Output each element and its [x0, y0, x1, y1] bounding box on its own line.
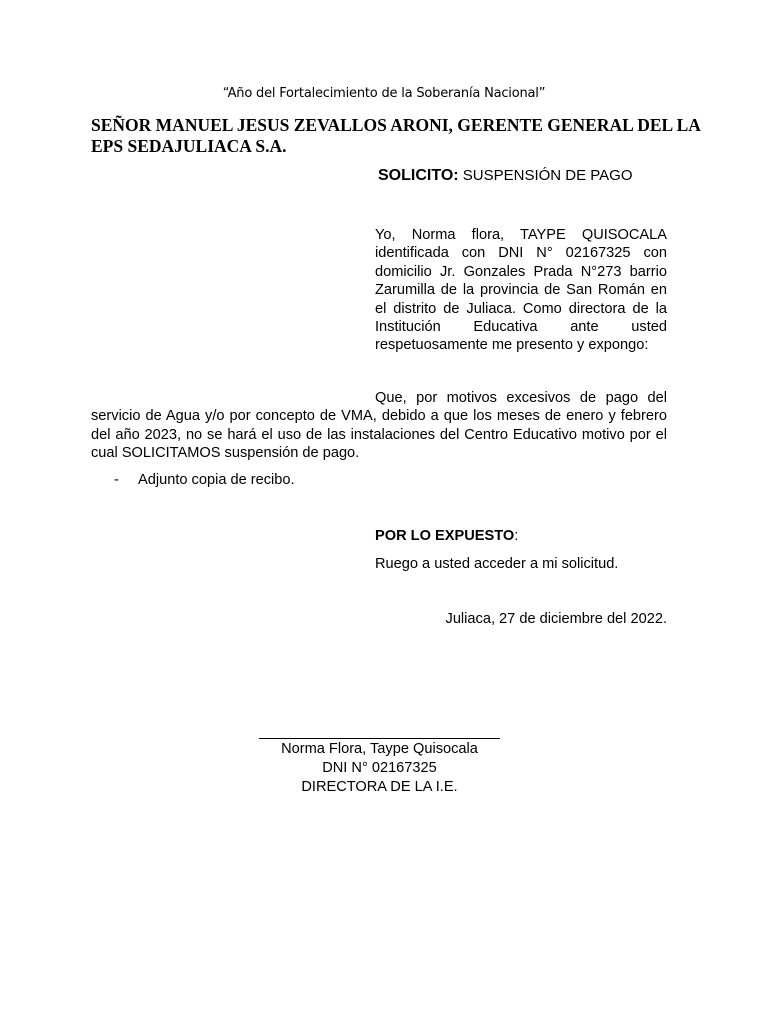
closing-label: POR LO EXPUESTO — [375, 528, 515, 544]
closing-request: Ruego a usted acceder a mi solicitud. — [375, 556, 619, 572]
closing-colon: : — [514, 528, 519, 544]
closing-heading — [375, 528, 518, 544]
subject-label: SOLICITO: — [378, 167, 459, 184]
signature-block — [259, 740, 500, 797]
body-paragraph: Que, por motivos excesivos de pago del servicio de Agua y/o por concepto de VMA, debido a que los meses de enero y febrero del año 2023, no se hará el uso de las instalaciones del Centro Educativo motivo por el cual SOLICITAMOS suspensión de pago. — [91, 390, 667, 462]
attachment-item — [114, 472, 295, 488]
intro-paragraph: Yo, Norma flora, TAYPE QUISOCALA identificada con DNI N° 02167325 con domicilio Jr. Gonzales Prada N°273 barrio Zarumilla de la provincia de San Román en el distrito de Juliaca. Como directora de la Institución Educativa ante usted respetuosamente me presento y expongo: — [375, 227, 667, 354]
signer-name: Norma Flora, Taype Quisocala — [281, 741, 478, 757]
attachment-text: Adjunto copia de recibo. — [138, 472, 295, 488]
date-line: Juliaca, 27 de diciembre del 2022. — [445, 611, 667, 627]
subject-line — [378, 167, 633, 185]
signer-role: DIRECTORA DE LA I.E. — [301, 779, 458, 795]
year-motto: “Año del Fortalecimiento de la Soberanía Nacional” — [222, 86, 546, 101]
signer-dni: DNI N° 02167325 — [322, 760, 437, 776]
bullet-dash: - — [114, 472, 119, 488]
addressee-heading: SEÑOR MANUEL JESUS ZEVALLOS ARONI, GERENTE GENERAL DEL LA EPS SEDAJULIACA S.A. — [91, 115, 700, 156]
subject-text: SUSPENSIÓN DE PAGO — [458, 167, 633, 184]
signature-line — [259, 738, 500, 739]
